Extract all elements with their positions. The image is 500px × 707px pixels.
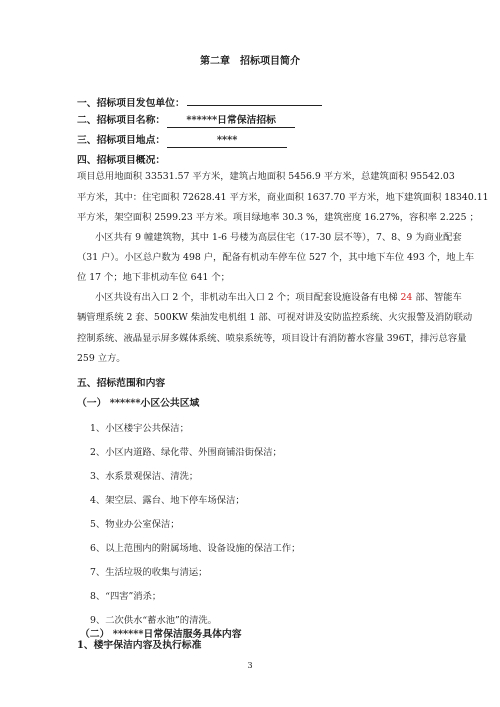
overview-p2-line3: 位 17 个；地下非机动车位 641 个； [77, 272, 230, 283]
section-3-label: 三、招标项目地点： [77, 135, 166, 146]
section-2-heading [77, 115, 295, 128]
overview-p3-line1-text-b: 部、智能车 [412, 292, 462, 303]
overview-p3-line4: 259 立方。 [77, 353, 126, 364]
overview-p1-line2: 平方米，其中：住宅面积 72628.41 平方米，商业面积 1637.70 平方米，地下建筑面积 18340.11 [77, 192, 489, 203]
overview-p3-line1 [95, 292, 462, 304]
section-2-label: 二、招标项目名称： [77, 115, 166, 126]
list-item: 3、水系景观保洁、清洗； [90, 471, 199, 482]
contractor-blank-field [187, 94, 322, 106]
overview-p3-line1-text-a: 小区共设有出入口 2 个，非机动车出入口 2 个；项目配套设施设备有电梯 [95, 292, 401, 303]
subsection-2-heading: （二） ******日常保洁服务具体内容 [80, 629, 242, 640]
list-item: 2、小区内道路、绿化带、外围商铺沿街保洁； [90, 447, 282, 458]
overview-p1-line1: 项目总用地面积 33531.57 平方米，建筑占地面积 5456.9 平方米，总建筑面积 95542.03 [77, 171, 455, 182]
overview-p2-line2: （31 户）。小区总户数为 498 户，配备有机动车停车位 527 个，其中地下车位 493 个，地上车 [77, 252, 475, 263]
project-name-value: ******日常保洁招标 [167, 115, 295, 128]
overview-p2-line1: 小区共有 9 幢建筑物，其中 1-6 号楼为高层住宅（17-30 层不等），7、8、9 为商业配套 [95, 232, 462, 243]
list-item: 7、生活垃圾的收集与清运； [90, 567, 208, 578]
list-item: 9、二次供水“蓄水池”的清洗。 [90, 615, 217, 626]
overview-p3-line2: 辆管理系统 2 套、500KW 柴油发电机组 1 部、可视对讲及安防监控系统、火灾报警及消防联动 [77, 312, 473, 323]
section-4-heading: 四、招标项目概况： [77, 155, 166, 166]
subsection-1-heading: （一） ******小区公共区域 [77, 398, 200, 409]
section-1-heading [77, 94, 322, 110]
overview-p1-line3: 平方米，架空面积 2599.23 平方米。项目绿地率 30.3 %，建筑密度 16.27%，容积率 2.225 ； [77, 212, 479, 223]
list-item: 6、以上范围内的附属场地、设备设施的保洁工作； [90, 543, 301, 554]
page-number: 3 [247, 661, 253, 670]
chapter-title: 第二章 招标项目简介 [200, 56, 300, 67]
section-5-heading: 五、招标范围和内容 [77, 378, 166, 389]
subsection-2-1-heading: 1、楼宇保洁内容及执行标准 [77, 640, 202, 651]
project-location-value: **** [167, 135, 287, 148]
section-3-heading [77, 135, 287, 148]
list-item: 1、小区楼宇公共保洁； [90, 423, 189, 434]
list-item: 8、“四害”消杀； [90, 591, 162, 602]
overview-p3-line3: 控制系统、液晶显示屏多媒体系统、喷泉系统等，项目设计有消防蓄水容量 396T，排污总容量 [77, 333, 467, 344]
elevator-count-highlight: 24 [400, 292, 413, 303]
list-item: 4、架空层、露台、地下停车场保洁； [90, 495, 245, 506]
section-1-label: 一、招标项目发包单位： [77, 98, 185, 109]
list-item: 5、物业办公室保洁； [90, 519, 180, 530]
